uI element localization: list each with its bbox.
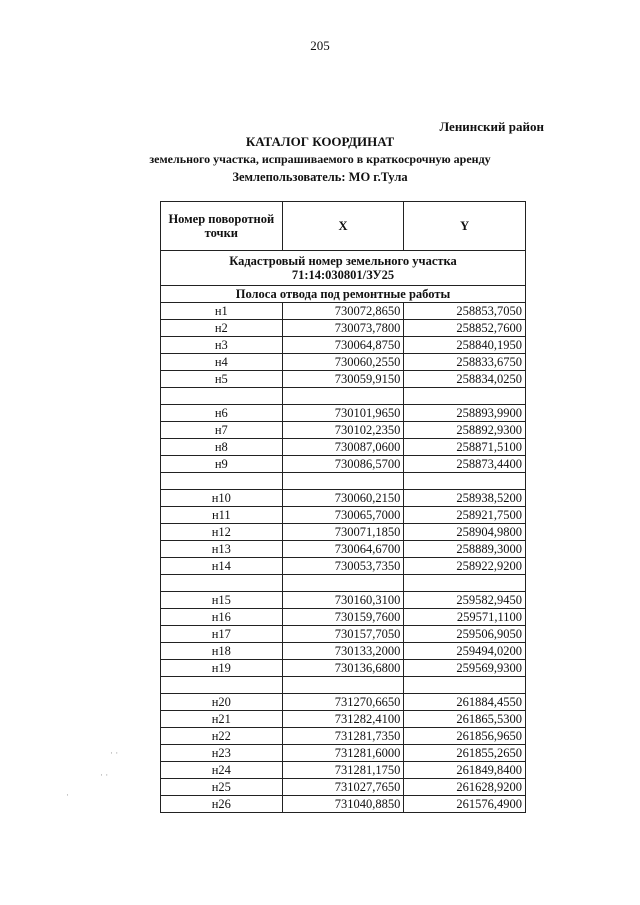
page-number: 205 xyxy=(310,38,330,53)
y-coordinate-cell: 259506,9050 xyxy=(404,626,526,643)
point-number-cell: н19 xyxy=(161,660,283,677)
x-coordinate-cell: 730053,7350 xyxy=(282,558,404,575)
x-coordinate-cell: 730065,7000 xyxy=(282,507,404,524)
point-number-cell: н25 xyxy=(161,779,283,796)
cadastral-cell xyxy=(161,251,526,286)
table-row xyxy=(161,592,526,609)
table-row xyxy=(161,694,526,711)
table-row xyxy=(161,405,526,422)
point-number-cell: н24 xyxy=(161,762,283,779)
y-coordinate-cell: 258922,9200 xyxy=(404,558,526,575)
point-number-cell: н22 xyxy=(161,728,283,745)
table-row xyxy=(161,320,526,337)
page-title: КАТАЛОГ КООРДИНАТ xyxy=(245,134,395,149)
point-number-cell: н20 xyxy=(161,694,283,711)
table-row xyxy=(161,337,526,354)
scan-speck: · · xyxy=(110,748,119,758)
cadastral-caption: Кадастровый номер земельного участка xyxy=(229,254,457,268)
table-row xyxy=(161,745,526,762)
empty-cell xyxy=(282,677,404,694)
land-user-label: Землепользователь: МО г.Тула xyxy=(232,170,408,184)
table-row xyxy=(161,728,526,745)
header-point-number: Номер поворотной точки xyxy=(161,202,283,251)
point-number-cell: н8 xyxy=(161,439,283,456)
empty-cell xyxy=(161,677,283,694)
table-row xyxy=(161,626,526,643)
x-coordinate-cell: 730073,7800 xyxy=(282,320,404,337)
table-row xyxy=(161,507,526,524)
y-coordinate-cell: 261865,5300 xyxy=(404,711,526,728)
empty-cell xyxy=(161,388,283,405)
table-row xyxy=(161,711,526,728)
table-row xyxy=(161,490,526,507)
y-coordinate-cell: 261628,9200 xyxy=(404,779,526,796)
cadastral-number: 71:14:030801/ЗУ25 xyxy=(291,268,395,282)
point-number-cell: н15 xyxy=(161,592,283,609)
district-label: Ленинский район xyxy=(439,119,544,134)
table-header-row xyxy=(161,202,526,251)
table-row xyxy=(161,439,526,456)
x-coordinate-cell: 730064,8750 xyxy=(282,337,404,354)
x-coordinate-cell: 730101,9650 xyxy=(282,405,404,422)
empty-cell xyxy=(161,473,283,490)
point-number-cell: н11 xyxy=(161,507,283,524)
point-number-cell: н10 xyxy=(161,490,283,507)
x-coordinate-cell: 730059,9150 xyxy=(282,371,404,388)
x-coordinate-cell: 730102,2350 xyxy=(282,422,404,439)
x-coordinate-cell: 730060,2550 xyxy=(282,354,404,371)
header-x: X xyxy=(282,202,404,251)
table-row xyxy=(161,643,526,660)
strip-caption: Полоса отвода под ремонтные работы xyxy=(161,286,526,303)
y-coordinate-cell: 259569,9300 xyxy=(404,660,526,677)
x-coordinate-cell: 730157,7050 xyxy=(282,626,404,643)
x-coordinate-cell: 730136,6800 xyxy=(282,660,404,677)
header-y: Y xyxy=(404,202,526,251)
x-coordinate-cell: 730060,2150 xyxy=(282,490,404,507)
x-coordinate-cell: 730071,1850 xyxy=(282,524,404,541)
y-coordinate-cell: 258921,7500 xyxy=(404,507,526,524)
table-row xyxy=(161,609,526,626)
y-coordinate-cell: 261849,8400 xyxy=(404,762,526,779)
x-coordinate-cell: 730064,6700 xyxy=(282,541,404,558)
x-coordinate-cell: 730072,8650 xyxy=(282,303,404,320)
point-number-cell: н26 xyxy=(161,796,283,813)
table-row xyxy=(161,303,526,320)
page-subtitle: земельного участка, испрашиваемого в краткосрочную аренду xyxy=(149,152,491,166)
scan-speck: · xyxy=(66,790,69,800)
x-coordinate-cell: 730133,2000 xyxy=(282,643,404,660)
table-row xyxy=(161,796,526,813)
x-coordinate-cell: 730086,5700 xyxy=(282,456,404,473)
table-row xyxy=(161,456,526,473)
scan-speck: · · xyxy=(100,770,109,780)
y-coordinate-cell: 258892,9300 xyxy=(404,422,526,439)
y-coordinate-cell: 258834,0250 xyxy=(404,371,526,388)
y-coordinate-cell: 261856,9650 xyxy=(404,728,526,745)
coordinates-table xyxy=(160,201,526,813)
point-number-cell: н23 xyxy=(161,745,283,762)
point-number-cell: н17 xyxy=(161,626,283,643)
table-row xyxy=(161,371,526,388)
x-coordinate-cell: 731270,6650 xyxy=(282,694,404,711)
point-number-cell: н1 xyxy=(161,303,283,320)
point-number-cell: н7 xyxy=(161,422,283,439)
empty-cell xyxy=(282,575,404,592)
y-coordinate-cell: 259494,0200 xyxy=(404,643,526,660)
empty-cell xyxy=(404,575,526,592)
group-separator-row xyxy=(161,388,526,405)
point-number-cell: н5 xyxy=(161,371,283,388)
x-coordinate-cell: 730087,0600 xyxy=(282,439,404,456)
point-number-cell: н13 xyxy=(161,541,283,558)
point-number-cell: н14 xyxy=(161,558,283,575)
x-coordinate-cell: 731281,1750 xyxy=(282,762,404,779)
strip-row xyxy=(161,286,526,303)
y-coordinate-cell: 261576,4900 xyxy=(404,796,526,813)
table-row xyxy=(161,660,526,677)
empty-cell xyxy=(404,677,526,694)
cadastral-row xyxy=(161,251,526,286)
x-coordinate-cell: 730160,3100 xyxy=(282,592,404,609)
y-coordinate-cell: 258904,9800 xyxy=(404,524,526,541)
point-number-cell: н21 xyxy=(161,711,283,728)
point-number-cell: н9 xyxy=(161,456,283,473)
y-coordinate-cell: 258852,7600 xyxy=(404,320,526,337)
y-coordinate-cell: 258889,3000 xyxy=(404,541,526,558)
point-number-cell: н4 xyxy=(161,354,283,371)
y-coordinate-cell: 259582,9450 xyxy=(404,592,526,609)
point-number-cell: н3 xyxy=(161,337,283,354)
group-separator-row xyxy=(161,677,526,694)
table-row xyxy=(161,422,526,439)
y-coordinate-cell: 258938,5200 xyxy=(404,490,526,507)
point-number-cell: н2 xyxy=(161,320,283,337)
y-coordinate-cell: 261855,2650 xyxy=(404,745,526,762)
y-coordinate-cell: 258853,7050 xyxy=(404,303,526,320)
table-row xyxy=(161,762,526,779)
table-row xyxy=(161,558,526,575)
table-body xyxy=(161,251,526,813)
y-coordinate-cell: 258873,4400 xyxy=(404,456,526,473)
x-coordinate-cell: 731040,8850 xyxy=(282,796,404,813)
x-coordinate-cell: 731281,7350 xyxy=(282,728,404,745)
table-row xyxy=(161,779,526,796)
table-row xyxy=(161,354,526,371)
point-number-cell: н12 xyxy=(161,524,283,541)
point-number-cell: н6 xyxy=(161,405,283,422)
x-coordinate-cell: 731282,4100 xyxy=(282,711,404,728)
empty-cell xyxy=(282,388,404,405)
x-coordinate-cell: 730159,7600 xyxy=(282,609,404,626)
y-coordinate-cell: 258840,1950 xyxy=(404,337,526,354)
y-coordinate-cell: 261884,4550 xyxy=(404,694,526,711)
empty-cell xyxy=(404,473,526,490)
point-number-cell: н18 xyxy=(161,643,283,660)
group-separator-row xyxy=(161,575,526,592)
empty-cell xyxy=(404,388,526,405)
x-coordinate-cell: 731281,6000 xyxy=(282,745,404,762)
y-coordinate-cell: 258833,6750 xyxy=(404,354,526,371)
y-coordinate-cell: 258871,5100 xyxy=(404,439,526,456)
empty-cell xyxy=(161,575,283,592)
table-row xyxy=(161,524,526,541)
empty-cell xyxy=(282,473,404,490)
point-number-cell: н16 xyxy=(161,609,283,626)
group-separator-row xyxy=(161,473,526,490)
x-coordinate-cell: 731027,7650 xyxy=(282,779,404,796)
y-coordinate-cell: 259571,1100 xyxy=(404,609,526,626)
table-row xyxy=(161,541,526,558)
y-coordinate-cell: 258893,9900 xyxy=(404,405,526,422)
